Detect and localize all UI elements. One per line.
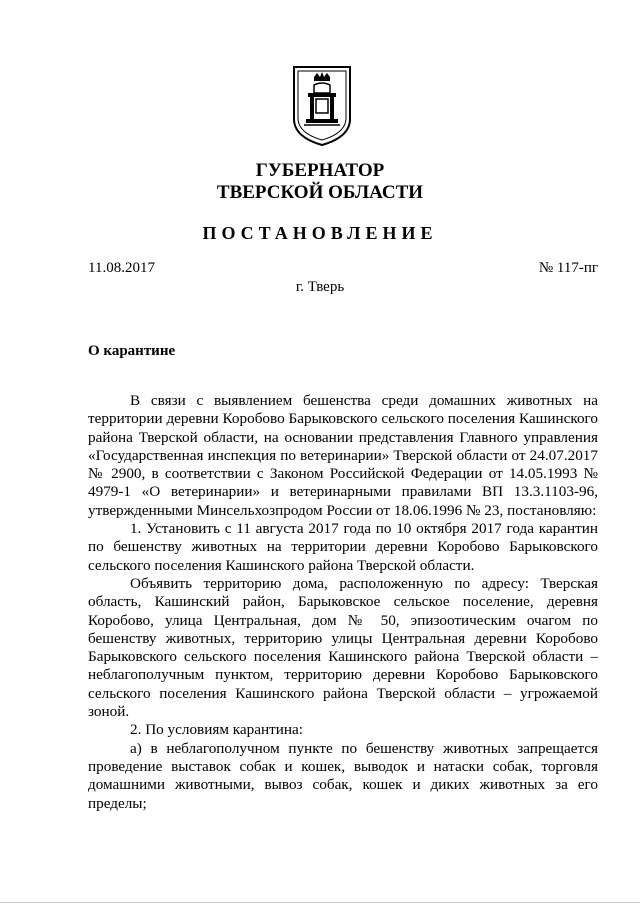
document-date: 11.08.2017 [88, 260, 155, 276]
body-paragraph: Объявить территорию дома, расположенную по адресу: Тверская область, Кашинский район, Барыковское сельское поселение, деревня Коробово, улица Центральная, дом № 50, эпизоотическим очагом по бешенству животных, территорию улицы Центральная деревни Коробово Барыковского сельского поселения Кашинского района Тверской области – неблагополучным пунктом, территорию деревни Коробово Барыковского сельского поселения Кашинского района Тверской области – угрожаемой зоной. [88, 574, 598, 721]
document-body [88, 392, 598, 813]
body-paragraph: а) в неблагополучном пункте по бешенству животных запрещается проведение выставок собак и кошек, выводок и натаски собак, торговля домашними животными, вывоз собак, кошек и диких животных за его пределы; [88, 739, 598, 812]
body-paragraph: 1. Установить с 11 августа 2017 года по 10 октября 2017 года карантин по бешенству животных на территории деревни Коробово Барыковского сельского поселения Кашинского района Тверской области. [88, 520, 598, 574]
body-paragraph: В связи с выявлением бешенства среди домашних животных на территории деревни Коробово Барыковского сельского поселения Кашинского района Тверской области, на основании представления Главного управления «Государственная инспекция по ветеринарии» Тверской области от 24.07.2017 № 2900, в соответствии с Законом Российской Федерации от 14.05.1993 № 4979-1 «О ветеринарии» и ветеринарными правилами ВП 13.3.1103-96, утвержденными Минсельхозпродом России от 18.06.1996 № 23, постановляю: [88, 392, 598, 519]
page-bottom-edge [0, 902, 640, 903]
issuer-title: ГУБЕРНАТОР [255, 160, 385, 181]
issuer-region: ТВЕРСКОЙ ОБЛАСТИ [216, 182, 424, 203]
coat-of-arms-emblem [290, 63, 354, 147]
body-paragraph: 2. По условиям карантина: [130, 721, 303, 739]
document-number: № 117-пг [538, 260, 598, 276]
document-subject: О карантине [88, 343, 176, 359]
document-city: г. Тверь [295, 279, 345, 295]
document-type: ПОСТАНОВЛЕНИЕ [202, 223, 438, 243]
